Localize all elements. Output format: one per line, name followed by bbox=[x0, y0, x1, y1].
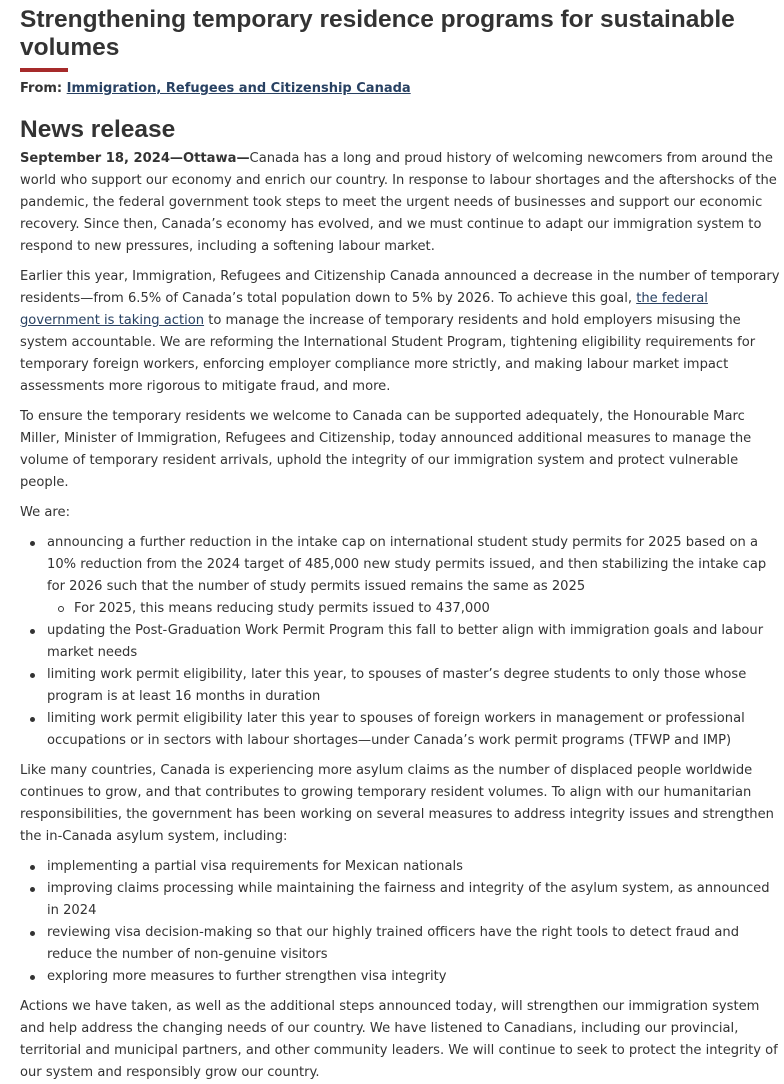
sub-list-item: For 2025, this means reducing study permits issued to 437,000 bbox=[74, 598, 780, 620]
taking-action-link[interactable]: the federal government is taking action bbox=[20, 291, 708, 328]
from-line bbox=[20, 80, 784, 98]
list-item: reviewing visa decision-making so that our highly trained officers have the right tools to detect fraud and reduce the number of non-genuine visitors bbox=[47, 922, 780, 966]
paragraph-we-are: We are: bbox=[20, 505, 70, 520]
list-item bbox=[47, 532, 780, 620]
department-link[interactable]: Immigration, Refugees and Citizenship Canada bbox=[66, 81, 411, 96]
paragraph-earlier-before: Earlier this year, Immigration, Refugees and Citizenship Canada announced a decrease in the number of temporary residents—from 6.5% of Canada’s total population down to 5% by 2026. To achieve this goal, bbox=[20, 269, 780, 306]
paragraph-asylum: Like many countries, Canada is experiencing more asylum claims as the number of displaced people worldwide continues to grow, and that contributes to growing temporary resident volumes. To align with our humanitarian responsibilities, the government has been working on several measures to address integrity issues and strengthen the in-Canada asylum system, including: bbox=[20, 763, 774, 844]
from-label: From: bbox=[20, 81, 63, 96]
list-item: updating the Post-Graduation Work Permit Program this fall to better align with immigration goals and labour market needs bbox=[47, 620, 780, 664]
list-item: implementing a partial visa requirements for Mexican nationals bbox=[47, 856, 780, 878]
list-item: limiting work permit eligibility later this year to spouses of foreign workers in management or professional occupations or in sectors with labour shortages—under Canada’s work permit programs (TFWP and IMP) bbox=[47, 708, 780, 752]
paragraph-ensure: To ensure the temporary residents we welcome to Canada can be supported adequately, the Honourable Marc Miller, Minister of Immigration, Refugees and Citizenship, today announced additional measures to manage the volume of temporary resident arrivals, uphold the integrity of our immigration system and protect vulnerable people. bbox=[20, 409, 752, 490]
list-item-text: announcing a further reduction in the intake cap on international student study permits for 2025 based on a 10% reduction from the 2024 target of 485,000 new study permits issued, and then stabilizing the intake cap for 2026 such that the number of study permits issued remains the same as 2025 bbox=[47, 535, 767, 594]
section-heading: News release bbox=[20, 116, 176, 143]
asylum-measures-list bbox=[20, 856, 780, 988]
paragraph-actions: Actions we have taken, as well as the additional steps announced today, will strengthen our immigration system and help address the changing needs of our country. We have listened to Canadians, including our provincial, territorial and municipal partners, and other community leaders. We will continue to seek to protect the integrity of our system and responsibly grow our country. bbox=[20, 999, 778, 1080]
dateline: September 18, 2024—Ottawa— bbox=[20, 151, 250, 166]
page-title: Strengthening temporary residence programs for sustainable volumes bbox=[20, 6, 735, 61]
sub-list bbox=[47, 598, 780, 620]
paragraph-intro bbox=[20, 148, 780, 258]
paragraph-intro-text: Canada has a long and proud history of welcoming newcomers from around the world who support our economy and enrich our country. In response to labour shortages and the aftershocks of the pandemic, the federal government took steps to meet the urgent needs of businesses and support our economic recovery. Since then, Canada’s economy has evolved, and we must continue to adapt our immigration system to respond to new pressures, including a softening labour market. bbox=[20, 151, 777, 254]
measures-list bbox=[20, 532, 780, 752]
paragraph-earlier bbox=[20, 266, 780, 398]
list-item: exploring more measures to further strengthen visa integrity bbox=[47, 966, 780, 988]
list-item: improving claims processing while maintaining the fairness and integrity of the asylum system, as announced in 2024 bbox=[47, 878, 780, 922]
paragraph-earlier-after: to manage the increase of temporary residents and hold employers misusing the system accountable. We are reforming the International Student Program, tightening eligibility requirements for temporary foreign workers, enforcing employer compliance more strictly, and making labour market impact assessments more rigorous to mitigate fraud, and more. bbox=[20, 313, 756, 394]
list-item: limiting work permit eligibility, later this year, to spouses of master’s degree students to only those whose program is at least 16 months in duration bbox=[47, 664, 780, 708]
title-accent-rule bbox=[20, 68, 68, 72]
